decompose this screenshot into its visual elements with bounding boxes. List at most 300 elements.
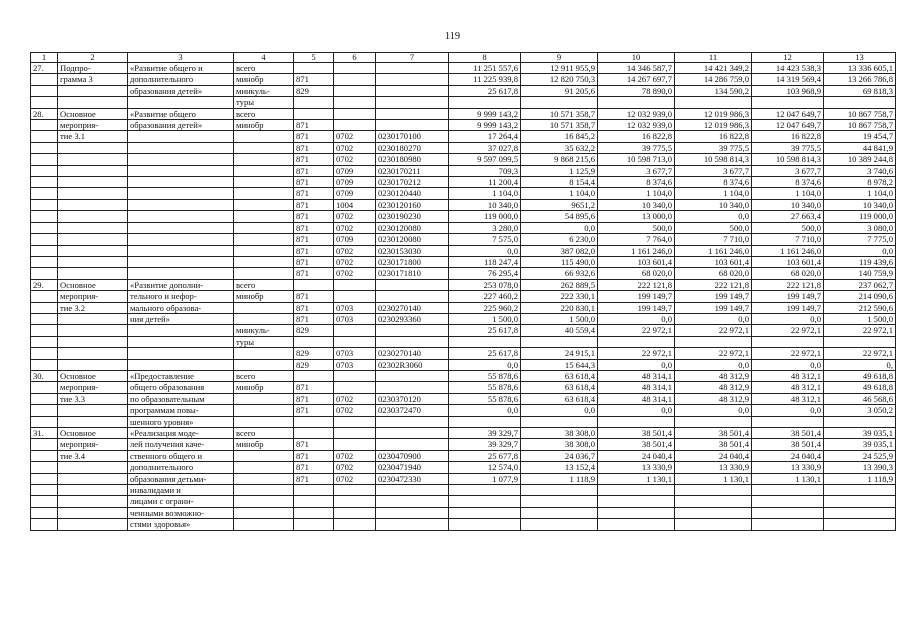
table-cell: тие 3.2	[58, 302, 128, 313]
table-cell: 0702	[334, 450, 376, 461]
table-cell: 22 972,1	[752, 348, 824, 359]
table-cell	[824, 507, 896, 518]
table-row	[31, 120, 896, 131]
table-cell: 24 040,4	[598, 450, 675, 461]
table-cell: 9 868 215,6	[521, 154, 598, 165]
table-cell: 35 632,2	[521, 142, 598, 153]
table-cell	[128, 359, 234, 370]
table-cell: 0703	[334, 302, 376, 313]
table-cell: 0702	[334, 405, 376, 416]
table-cell: 871	[294, 154, 334, 165]
table-cell: 871	[294, 234, 334, 245]
table-cell: 1004	[334, 199, 376, 210]
table-cell	[31, 393, 58, 404]
table-cell: «Реализация моде-	[128, 428, 234, 439]
table-cell: 225 960,2	[449, 302, 521, 313]
table-cell	[128, 245, 234, 256]
table-cell	[334, 507, 376, 518]
table-cell	[31, 256, 58, 267]
table-row	[31, 507, 896, 518]
table-cell: «Развитие дополни-	[128, 279, 234, 290]
table-cell: 103 968,9	[752, 85, 824, 96]
table-cell	[31, 131, 58, 142]
table-cell: 871	[294, 131, 334, 142]
table-cell: 14 319 569,4	[752, 74, 824, 85]
table-cell: 10 867 758,7	[824, 108, 896, 119]
table-cell	[334, 496, 376, 507]
table-cell: 13 266 786,8	[824, 74, 896, 85]
table-cell	[294, 496, 334, 507]
table-cell: 0,0	[752, 313, 824, 324]
table-cell: минобр	[234, 74, 294, 85]
table-cell	[234, 177, 294, 188]
table-row	[31, 462, 896, 473]
table-row	[31, 450, 896, 461]
table-cell: минкуль-	[234, 85, 294, 96]
table-cell: 37 027,8	[449, 142, 521, 153]
table-cell: 22 972,1	[752, 325, 824, 336]
table-cell: 1 104,0	[824, 188, 896, 199]
table-cell: программам повы-	[128, 405, 234, 416]
table-cell: 13 330,9	[598, 462, 675, 473]
table-cell	[234, 245, 294, 256]
table-cell: 0,0	[675, 405, 752, 416]
table-cell: 8 374,6	[598, 177, 675, 188]
table-cell	[334, 485, 376, 496]
table-cell	[675, 496, 752, 507]
table-cell	[234, 450, 294, 461]
table-cell: 39 775,5	[675, 142, 752, 153]
table-cell	[58, 165, 128, 176]
table-cell: 76 295,4	[449, 268, 521, 279]
table-cell: 709,3	[449, 165, 521, 176]
table-cell: 0,0	[598, 313, 675, 324]
table-cell: всего	[234, 428, 294, 439]
table-cell: 48 312,9	[675, 370, 752, 381]
table-cell: 0709	[334, 234, 376, 245]
table-cell: 16 845,2	[521, 131, 598, 142]
table-cell: 12 019 986,3	[675, 108, 752, 119]
table-cell	[128, 222, 234, 233]
table-cell	[234, 165, 294, 176]
table-cell	[675, 485, 752, 496]
table-cell: 69 818,3	[824, 85, 896, 96]
table-cell: 1 104,0	[449, 188, 521, 199]
table-cell: 829	[294, 325, 334, 336]
table-cell	[752, 485, 824, 496]
table-cell	[58, 199, 128, 210]
table-cell	[234, 188, 294, 199]
table-row	[31, 177, 896, 188]
table-cell	[31, 165, 58, 176]
table-cell: 24 525,9	[824, 450, 896, 461]
table-cell: 48 312,1	[752, 393, 824, 404]
table-cell: 253 078,0	[449, 279, 521, 290]
table-cell: 49 618,8	[824, 370, 896, 381]
table-cell: 118 247,4	[449, 256, 521, 267]
table-cell	[598, 496, 675, 507]
table-cell: 500,0	[598, 222, 675, 233]
table-cell	[376, 382, 449, 393]
table-cell: 22 972,1	[824, 325, 896, 336]
table-cell	[234, 405, 294, 416]
table-cell: 0702	[334, 268, 376, 279]
table-cell: 38 501,4	[598, 439, 675, 450]
table-cell: 1 500,0	[521, 313, 598, 324]
table-cell	[334, 382, 376, 393]
table-cell	[234, 222, 294, 233]
table-cell: 0709	[334, 188, 376, 199]
table-cell: стями здоровья»	[128, 519, 234, 530]
table-cell	[31, 245, 58, 256]
table-cell	[521, 485, 598, 496]
table-cell	[58, 188, 128, 199]
table-cell: 25 617,8	[449, 348, 521, 359]
table-cell	[294, 428, 334, 439]
table-row	[31, 302, 896, 313]
table-cell	[58, 234, 128, 245]
table-cell: 9 597 099,5	[449, 154, 521, 165]
table-cell: 0,0	[752, 405, 824, 416]
table-cell	[128, 188, 234, 199]
table-cell: 0230120080	[376, 222, 449, 233]
table-cell	[234, 473, 294, 484]
table-cell: 871	[294, 302, 334, 313]
table-cell: 7 775,0	[824, 234, 896, 245]
table-cell	[294, 336, 334, 347]
table-cell: 0230170212	[376, 177, 449, 188]
table-cell: 12 047 649,7	[752, 120, 824, 131]
table-cell	[234, 268, 294, 279]
table-row	[31, 222, 896, 233]
table-cell: 68 020,0	[598, 268, 675, 279]
table-cell: 44 841,9	[824, 142, 896, 153]
table-cell	[31, 291, 58, 302]
table-cell: 199 149,7	[752, 291, 824, 302]
table-cell: 237 062,7	[824, 279, 896, 290]
table-cell: 220 830,1	[521, 302, 598, 313]
table-cell: 39 775,5	[598, 142, 675, 153]
table-cell	[598, 485, 675, 496]
table-cell	[376, 63, 449, 74]
table-cell	[234, 462, 294, 473]
table-cell	[294, 519, 334, 530]
table-cell	[31, 302, 58, 313]
table-cell	[294, 507, 334, 518]
table-cell: тие 3.1	[58, 131, 128, 142]
column-header: 3	[128, 53, 234, 63]
table-cell: дополнительного	[128, 74, 234, 85]
table-cell	[376, 97, 449, 108]
table-cell: 16 822,8	[752, 131, 824, 142]
table-cell	[334, 279, 376, 290]
table-cell: грамма 3	[58, 74, 128, 85]
table-cell	[752, 416, 824, 427]
table-cell	[234, 211, 294, 222]
table-row	[31, 325, 896, 336]
table-cell: ченными возможно-	[128, 507, 234, 518]
table-cell	[449, 485, 521, 496]
table-cell: 22 972,1	[824, 348, 896, 359]
table-cell	[521, 496, 598, 507]
table-cell: 48 312,1	[752, 382, 824, 393]
table-cell	[31, 439, 58, 450]
table-cell: 10 340,0	[824, 199, 896, 210]
column-header: 1	[31, 53, 58, 63]
table-cell	[31, 234, 58, 245]
table-cell: «Развитие общего	[128, 108, 234, 119]
table-cell: тельного и нефор-	[128, 291, 234, 302]
table-cell: 40 559,4	[521, 325, 598, 336]
table-cell	[58, 85, 128, 96]
table-cell: 871	[294, 268, 334, 279]
table-cell	[334, 63, 376, 74]
table-cell: 29.	[31, 279, 58, 290]
table-cell	[58, 405, 128, 416]
table-cell	[58, 211, 128, 222]
table-cell: 0230472330	[376, 473, 449, 484]
table-cell	[752, 519, 824, 530]
table-cell	[58, 256, 128, 267]
table-cell: 829	[294, 85, 334, 96]
table-cell: 48 314,1	[598, 382, 675, 393]
table-row	[31, 359, 896, 370]
table-cell: 0230372470	[376, 405, 449, 416]
table-cell: 39 329,7	[449, 428, 521, 439]
table-cell	[294, 63, 334, 74]
table-row	[31, 63, 896, 74]
column-header: 10	[598, 53, 675, 63]
table-cell: 871	[294, 313, 334, 324]
table-cell: 0702	[334, 222, 376, 233]
table-cell: 0230471940	[376, 462, 449, 473]
table-cell	[521, 416, 598, 427]
table-cell: 0702	[334, 393, 376, 404]
table-cell: 25 617,8	[449, 85, 521, 96]
table-cell: 0230180980	[376, 154, 449, 165]
table-cell	[334, 428, 376, 439]
table-cell: 14 421 349,2	[675, 63, 752, 74]
column-header: 6	[334, 53, 376, 63]
table-cell: минкуль-	[234, 325, 294, 336]
table-cell: 14 423 538,3	[752, 63, 824, 74]
table-cell	[128, 325, 234, 336]
table-cell: 115 490,0	[521, 256, 598, 267]
table-cell: тие 3.3	[58, 393, 128, 404]
table-cell	[675, 507, 752, 518]
table-cell: мероприя-	[58, 291, 128, 302]
table-cell	[31, 120, 58, 131]
table-cell: 68 020,0	[675, 268, 752, 279]
table-cell: 0230170100	[376, 131, 449, 142]
table-cell: мероприя-	[58, 120, 128, 131]
table-cell: 0,0	[521, 222, 598, 233]
table-cell: 24 036,7	[521, 450, 598, 461]
table-cell	[31, 405, 58, 416]
table-cell: 54 895,6	[521, 211, 598, 222]
table-cell	[334, 108, 376, 119]
table-row	[31, 108, 896, 119]
table-row	[31, 97, 896, 108]
table-cell	[294, 97, 334, 108]
table-cell: 13 000,0	[598, 211, 675, 222]
table-row	[31, 428, 896, 439]
table-cell	[58, 142, 128, 153]
table-row	[31, 268, 896, 279]
table-cell: 0,0	[824, 245, 896, 256]
table-cell	[58, 313, 128, 324]
table-cell: 222 121,8	[598, 279, 675, 290]
table-cell	[31, 496, 58, 507]
table-cell: 38 501,4	[752, 428, 824, 439]
table-cell	[234, 256, 294, 267]
table-cell: 0,	[824, 359, 896, 370]
table-cell	[752, 97, 824, 108]
table-cell	[31, 462, 58, 473]
table-cell	[449, 416, 521, 427]
table-cell: 0702	[334, 154, 376, 165]
table-cell: 1 500,0	[824, 313, 896, 324]
table-row	[31, 154, 896, 165]
header-row	[31, 53, 896, 63]
table-cell	[334, 336, 376, 347]
table-cell	[31, 382, 58, 393]
table-cell: 55 878,6	[449, 393, 521, 404]
table-cell	[598, 519, 675, 530]
table-cell: 11 225 939,8	[449, 74, 521, 85]
table-cell: всего	[234, 63, 294, 74]
table-cell: 10 340,0	[449, 199, 521, 210]
table-cell: 31.	[31, 428, 58, 439]
table-row	[31, 256, 896, 267]
table-cell	[31, 268, 58, 279]
column-header: 8	[449, 53, 521, 63]
table-cell: 14 346 587,7	[598, 63, 675, 74]
table-cell	[58, 485, 128, 496]
table-cell: 871	[294, 393, 334, 404]
table-cell: 22 972,1	[675, 348, 752, 359]
table-cell: 38 501,4	[675, 428, 752, 439]
table-cell	[449, 496, 521, 507]
table-cell: всего	[234, 279, 294, 290]
table-row	[31, 336, 896, 347]
table-cell: инвалидами и	[128, 485, 234, 496]
table-cell: 16 822,8	[675, 131, 752, 142]
table-cell: 871	[294, 165, 334, 176]
table-row	[31, 473, 896, 484]
table-cell	[334, 85, 376, 96]
table-cell: 12 032 939,0	[598, 120, 675, 131]
table-cell: 199 149,7	[675, 302, 752, 313]
column-header: 7	[376, 53, 449, 63]
table-cell	[128, 256, 234, 267]
table-cell	[376, 336, 449, 347]
table-cell: 0,0	[598, 405, 675, 416]
table-cell	[234, 485, 294, 496]
table-cell: 55 878,6	[449, 370, 521, 381]
table-cell: 66 932,6	[521, 268, 598, 279]
table-row	[31, 234, 896, 245]
table-cell: мероприя-	[58, 439, 128, 450]
table-cell	[128, 336, 234, 347]
table-cell	[31, 211, 58, 222]
table-cell: 10 340,0	[675, 199, 752, 210]
table-cell: 10 571 358,7	[521, 108, 598, 119]
table-row	[31, 85, 896, 96]
table-cell: 0,0	[449, 245, 521, 256]
table-row	[31, 188, 896, 199]
table-cell: 829	[294, 359, 334, 370]
table-cell: минобр	[234, 120, 294, 131]
table-cell: по образовательным	[128, 393, 234, 404]
table-cell: 10 598 814,3	[675, 154, 752, 165]
table-cell	[234, 416, 294, 427]
table-cell: Основное	[58, 108, 128, 119]
table-cell	[31, 154, 58, 165]
table-cell: 0702	[334, 245, 376, 256]
table-cell: ния детей»	[128, 313, 234, 324]
table-row	[31, 291, 896, 302]
table-cell	[376, 507, 449, 518]
table-cell: 78 890,0	[598, 85, 675, 96]
table-cell	[521, 336, 598, 347]
table-cell: лицами с ограни-	[128, 496, 234, 507]
table-cell	[128, 234, 234, 245]
table-cell: 227 460,2	[449, 291, 521, 302]
table-cell	[824, 496, 896, 507]
table-cell: 49 618,8	[824, 382, 896, 393]
table-cell: Подпро-	[58, 63, 128, 74]
table-cell	[294, 485, 334, 496]
table-cell: 1 104,0	[521, 188, 598, 199]
table-cell: 10 598 814,3	[752, 154, 824, 165]
table-cell: 0703	[334, 313, 376, 324]
table-cell	[128, 154, 234, 165]
table-cell: 0230153030	[376, 245, 449, 256]
table-cell: 0,0	[752, 359, 824, 370]
table-cell: 871	[294, 120, 334, 131]
table-cell	[58, 245, 128, 256]
table-cell	[58, 154, 128, 165]
table-cell: 1 161 246,0	[675, 245, 752, 256]
table-cell	[376, 370, 449, 381]
table-cell	[234, 131, 294, 142]
table-cell: 871	[294, 291, 334, 302]
table-cell: 871	[294, 450, 334, 461]
table-cell: 119 000,0	[449, 211, 521, 222]
table-cell: туры	[234, 97, 294, 108]
table-cell: 871	[294, 188, 334, 199]
table-cell: туры	[234, 336, 294, 347]
table-cell: 871	[294, 382, 334, 393]
table-cell: 11 200,4	[449, 177, 521, 188]
table-cell: 38 501,4	[752, 439, 824, 450]
table-cell: 0230171800	[376, 256, 449, 267]
table-cell: Основное	[58, 370, 128, 381]
table-cell	[334, 325, 376, 336]
table-cell: 871	[294, 473, 334, 484]
table-cell	[752, 496, 824, 507]
table-cell: 39 035,1	[824, 439, 896, 450]
table-cell: 8 374,6	[752, 177, 824, 188]
table-cell: 25 617,8	[449, 325, 521, 336]
table-row	[31, 199, 896, 210]
table-cell: 13 330,9	[675, 462, 752, 473]
table-cell	[449, 97, 521, 108]
table-cell: шенного уровня»	[128, 416, 234, 427]
table-cell: 871	[294, 211, 334, 222]
table-cell: образования детьми-	[128, 473, 234, 484]
